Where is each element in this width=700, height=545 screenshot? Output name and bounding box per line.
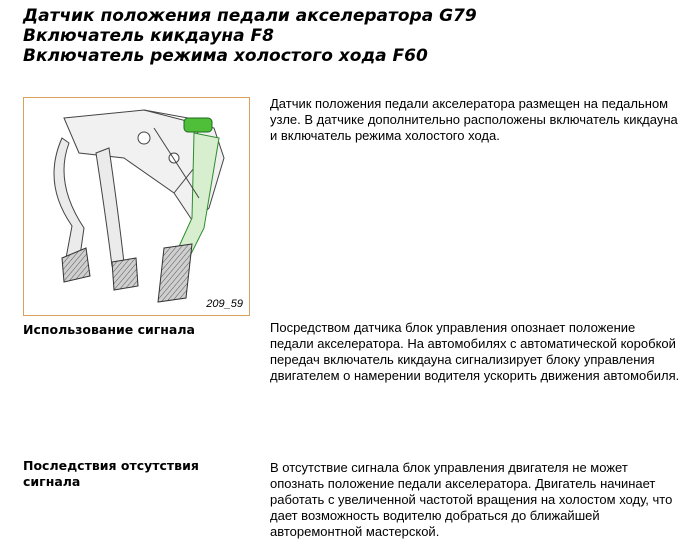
title-line: Датчик положения педали акселератора G79 — [23, 6, 477, 26]
page-title — [23, 6, 477, 66]
section-text-signal-loss: В отсутствие сигнала блок управления двигателя не может опознать положение педали акселератора. Двигатель начинает работать с увеличенной частотой вращения на холостом ходу, что дает возможность водителю добраться до ближайшей авторемонтной мастерской. — [270, 460, 673, 539]
title-line: Включатель режима холостого хода F60 — [23, 46, 428, 66]
figure-label: 209_59 — [206, 298, 243, 310]
section-text-signal-use: Посредством датчика блок управления опознает положение педали акселератора. На автомобилях с автоматической коробкой передач включатель кикдауна сигнализирует блоку управления двигателем о намерении водителя ускорить движения автомобиля. — [270, 320, 680, 383]
section-heading-signal-use: Использование сигнала — [23, 322, 195, 337]
accelerator-sensor-mark — [184, 118, 212, 132]
title-line: Включатель кикдауна F8 — [23, 26, 274, 46]
pedal-assembly-figure — [23, 97, 250, 316]
intro-text: Датчик положения педали акселератора размещен на педальном узле. В датчике дополнительно расположены включатель кикдауна и включатель режима холостого хода. — [270, 96, 678, 143]
section-heading-signal-loss: Последствия отсутствия сигнала — [23, 458, 199, 489]
pedal-assembly-illustration — [24, 98, 251, 317]
